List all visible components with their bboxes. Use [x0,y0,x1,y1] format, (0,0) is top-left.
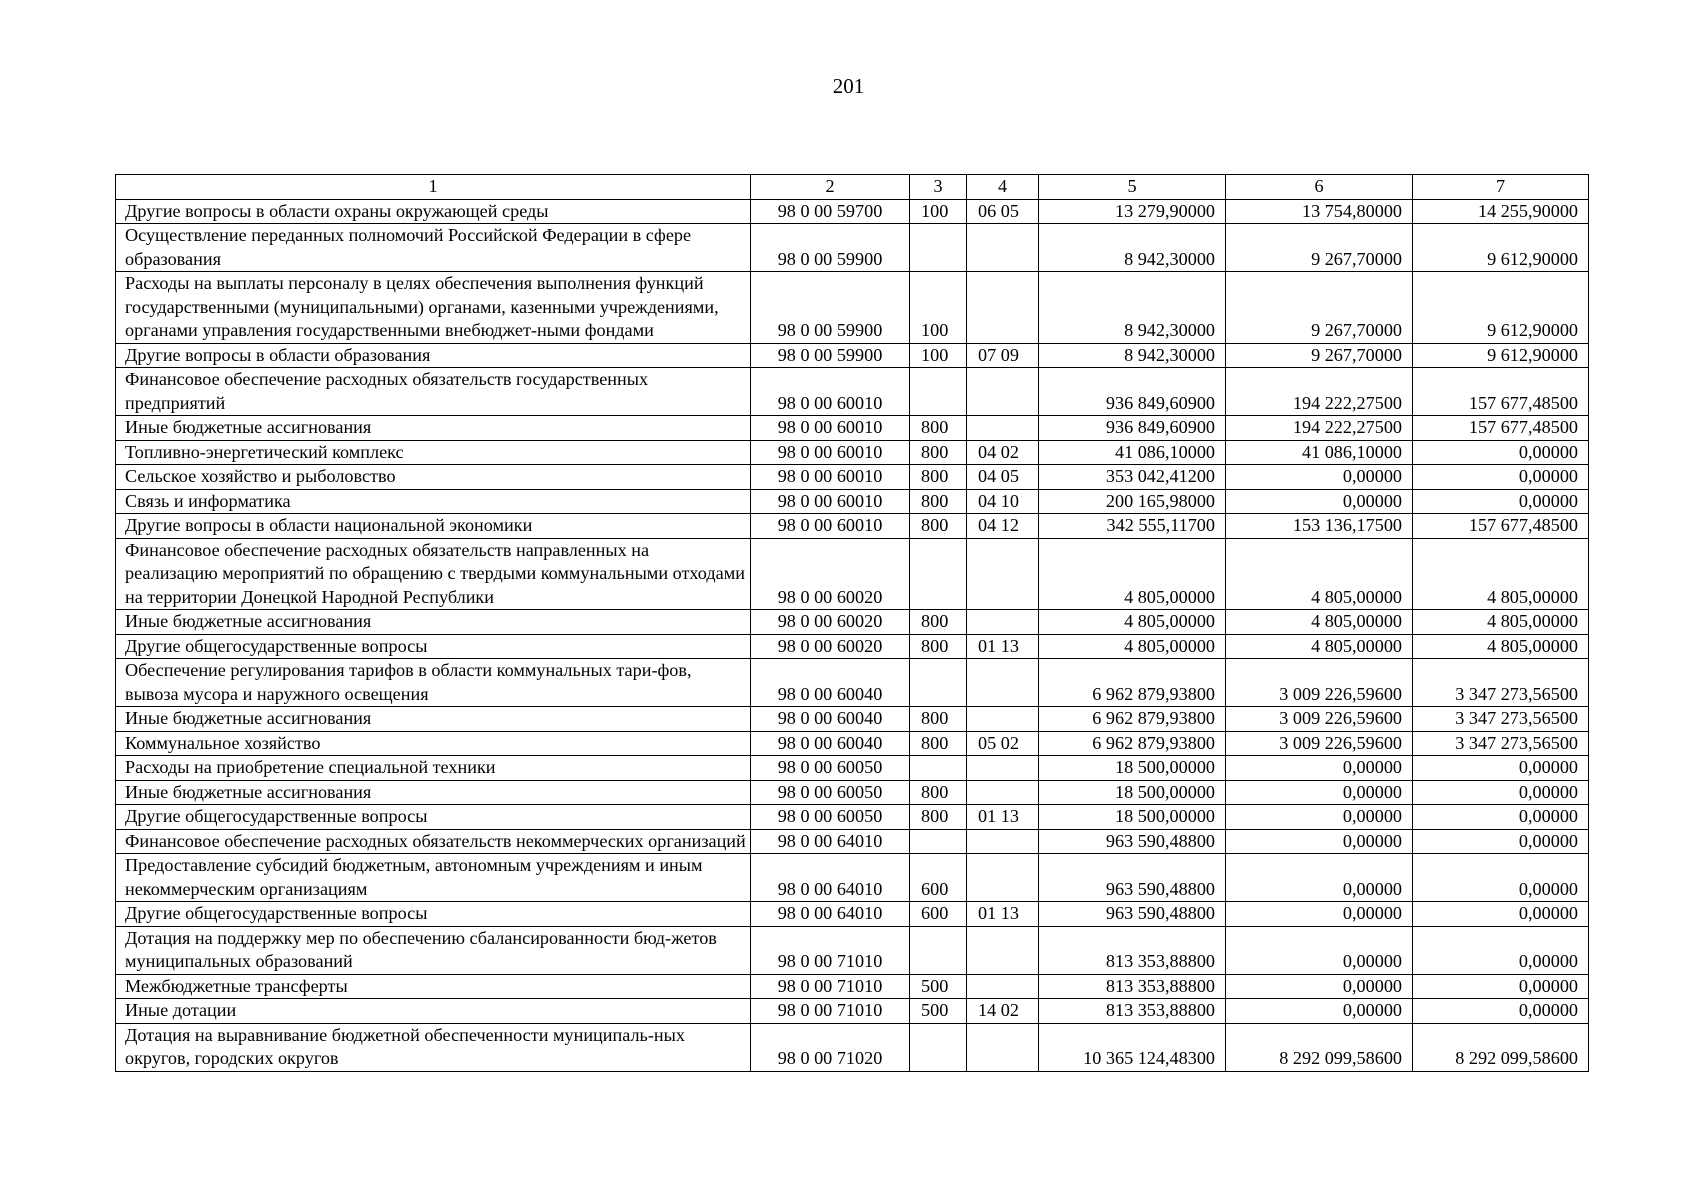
expense-name-cell: Другие вопросы в области образования [116,343,751,368]
section-code-cell [967,272,1039,344]
table-row [116,199,1589,224]
amount-col6-cell: 3 009 226,59600 [1226,731,1413,756]
target-code-cell: 98 0 00 71010 [751,926,910,974]
table-row [116,538,1589,610]
expense-kind-cell: 500 [910,974,967,999]
amount-col5-cell: 13 279,90000 [1039,199,1226,224]
amount-col5-cell: 963 590,48800 [1039,854,1226,902]
table-row [116,731,1589,756]
expense-kind-cell: 800 [910,465,967,490]
expense-kind-cell: 100 [910,343,967,368]
section-code-cell [967,829,1039,854]
target-code-cell: 98 0 00 64010 [751,902,910,927]
expense-kind-cell: 800 [910,780,967,805]
amount-col7-cell: 0,00000 [1413,926,1589,974]
target-code-cell: 98 0 00 59900 [751,224,910,272]
amount-col6-cell: 0,00000 [1226,756,1413,781]
amount-col6-cell: 0,00000 [1226,780,1413,805]
target-code-cell: 98 0 00 60020 [751,634,910,659]
expense-name-cell: Расходы на выплаты персоналу в целях обеспечения выполнения функций государственными (муниципальными) органами, казенными учреждениями, органами управления государственными внебюджет-ными фондами [116,272,751,344]
amount-col5-cell: 342 555,11700 [1039,514,1226,539]
table-row [116,707,1589,732]
amount-col7-cell: 0,00000 [1413,999,1589,1024]
table-row [116,659,1589,707]
table-row [116,610,1589,635]
table-row [116,902,1589,927]
expense-name-cell: Финансовое обеспечение расходных обязательств государственных предприятий [116,368,751,416]
target-code-cell: 98 0 00 71010 [751,974,910,999]
section-code-cell [967,1023,1039,1071]
expense-kind-cell: 800 [910,707,967,732]
target-code-cell: 98 0 00 60010 [751,489,910,514]
amount-col6-cell: 0,00000 [1226,805,1413,830]
section-code-cell: 04 02 [967,440,1039,465]
column-header: 4 [967,175,1039,200]
budget-table [115,174,1589,1072]
section-code-cell [967,368,1039,416]
amount-col6-cell: 0,00000 [1226,465,1413,490]
amount-col5-cell: 6 962 879,93800 [1039,731,1226,756]
amount-col5-cell: 4 805,00000 [1039,610,1226,635]
expense-kind-cell: 800 [910,416,967,441]
amount-col6-cell: 9 267,70000 [1226,224,1413,272]
target-code-cell: 98 0 00 60020 [751,610,910,635]
amount-col7-cell: 157 677,48500 [1413,514,1589,539]
amount-col5-cell: 18 500,00000 [1039,756,1226,781]
amount-col5-cell: 41 086,10000 [1039,440,1226,465]
expense-kind-cell [910,829,967,854]
amount-col6-cell: 194 222,27500 [1226,368,1413,416]
column-header: 2 [751,175,910,200]
expense-kind-cell: 800 [910,634,967,659]
amount-col5-cell: 6 962 879,93800 [1039,707,1226,732]
expense-kind-cell: 600 [910,902,967,927]
amount-col6-cell: 3 009 226,59600 [1226,707,1413,732]
amount-col6-cell: 41 086,10000 [1226,440,1413,465]
table-row [116,368,1589,416]
table-row [116,224,1589,272]
table-body [116,199,1589,1071]
expense-kind-cell [910,368,967,416]
amount-col7-cell: 0,00000 [1413,489,1589,514]
amount-col5-cell: 18 500,00000 [1039,780,1226,805]
expense-name-cell: Дотация на выравнивание бюджетной обеспеченности муниципаль-ных округов, городских округов [116,1023,751,1071]
section-code-cell [967,610,1039,635]
target-code-cell: 98 0 00 71020 [751,1023,910,1071]
expense-name-cell: Предоставление субсидий бюджетным, автономным учреждениям и иным некоммерческим организациям [116,854,751,902]
amount-col5-cell: 8 942,30000 [1039,224,1226,272]
section-code-cell [967,756,1039,781]
expense-name-cell: Дотация на поддержку мер по обеспечению сбалансированности бюд-жетов муниципальных образований [116,926,751,974]
amount-col5-cell: 353 042,41200 [1039,465,1226,490]
section-code-cell [967,974,1039,999]
amount-col7-cell: 9 612,90000 [1413,272,1589,344]
amount-col5-cell: 813 353,88800 [1039,974,1226,999]
target-code-cell: 98 0 00 60010 [751,440,910,465]
amount-col6-cell: 0,00000 [1226,854,1413,902]
table-row [116,634,1589,659]
amount-col7-cell: 3 347 273,56500 [1413,659,1589,707]
expense-kind-cell: 100 [910,272,967,344]
amount-col5-cell: 200 165,98000 [1039,489,1226,514]
amount-col7-cell: 157 677,48500 [1413,368,1589,416]
section-code-cell: 01 13 [967,902,1039,927]
amount-col7-cell: 3 347 273,56500 [1413,731,1589,756]
amount-col7-cell: 0,00000 [1413,829,1589,854]
table-row [116,465,1589,490]
target-code-cell: 98 0 00 60010 [751,416,910,441]
amount-col7-cell: 8 292 099,58600 [1413,1023,1589,1071]
amount-col7-cell: 4 805,00000 [1413,538,1589,610]
target-code-cell: 98 0 00 71010 [751,999,910,1024]
table-row [116,1023,1589,1071]
amount-col6-cell: 13 754,80000 [1226,199,1413,224]
amount-col5-cell: 6 962 879,93800 [1039,659,1226,707]
section-code-cell [967,780,1039,805]
expense-kind-cell: 800 [910,610,967,635]
expense-name-cell: Межбюджетные трансферты [116,974,751,999]
section-code-cell: 01 13 [967,634,1039,659]
amount-col7-cell: 0,00000 [1413,756,1589,781]
amount-col6-cell: 0,00000 [1226,902,1413,927]
expense-name-cell: Финансовое обеспечение расходных обязательств некоммерческих организаций [116,829,751,854]
expense-name-cell: Иные бюджетные ассигнования [116,780,751,805]
expense-name-cell: Обеспечение регулирования тарифов в области коммунальных тари-фов, вывоза мусора и наружного освещения [116,659,751,707]
table-row [116,489,1589,514]
target-code-cell: 98 0 00 59900 [751,272,910,344]
amount-col7-cell: 3 347 273,56500 [1413,707,1589,732]
table-row [116,343,1589,368]
section-code-cell: 04 10 [967,489,1039,514]
amount-col5-cell: 4 805,00000 [1039,634,1226,659]
amount-col7-cell: 4 805,00000 [1413,610,1589,635]
table-row [116,999,1589,1024]
expense-name-cell: Финансовое обеспечение расходных обязательств направленных на реализацию мероприятий по обращению с твердыми коммунальными отходами на территории Донецкой Народной Республики [116,538,751,610]
target-code-cell: 98 0 00 60040 [751,659,910,707]
section-code-cell: 14 02 [967,999,1039,1024]
amount-col6-cell: 0,00000 [1226,999,1413,1024]
expense-kind-cell: 800 [910,731,967,756]
amount-col5-cell: 8 942,30000 [1039,272,1226,344]
table-row [116,926,1589,974]
expense-name-cell: Другие общегосударственные вопросы [116,634,751,659]
amount-col6-cell: 4 805,00000 [1226,538,1413,610]
expense-name-cell: Топливно-энергетический комплекс [116,440,751,465]
expense-kind-cell: 800 [910,440,967,465]
expense-name-cell: Другие общегосударственные вопросы [116,805,751,830]
amount-col5-cell: 18 500,00000 [1039,805,1226,830]
amount-col6-cell: 4 805,00000 [1226,634,1413,659]
section-code-cell [967,659,1039,707]
target-code-cell: 98 0 00 64010 [751,854,910,902]
amount-col6-cell: 8 292 099,58600 [1226,1023,1413,1071]
expense-name-cell: Другие вопросы в области национальной экономики [116,514,751,539]
amount-col7-cell: 0,00000 [1413,805,1589,830]
table-row [116,756,1589,781]
amount-col7-cell: 0,00000 [1413,780,1589,805]
amount-col6-cell: 4 805,00000 [1226,610,1413,635]
target-code-cell: 98 0 00 60020 [751,538,910,610]
section-code-cell: 04 12 [967,514,1039,539]
expense-name-cell: Иные бюджетные ассигнования [116,707,751,732]
amount-col7-cell: 14 255,90000 [1413,199,1589,224]
table-row [116,416,1589,441]
table-row [116,780,1589,805]
expense-name-cell: Другие общегосударственные вопросы [116,902,751,927]
table-row [116,854,1589,902]
amount-col6-cell: 153 136,17500 [1226,514,1413,539]
target-code-cell: 98 0 00 60040 [751,707,910,732]
target-code-cell: 98 0 00 60040 [751,731,910,756]
expense-kind-cell: 800 [910,489,967,514]
section-code-cell [967,854,1039,902]
amount-col5-cell: 10 365 124,48300 [1039,1023,1226,1071]
section-code-cell: 04 05 [967,465,1039,490]
column-header: 3 [910,175,967,200]
column-header: 7 [1413,175,1589,200]
expense-name-cell: Осуществление переданных полномочий Российской Федерации в сфере образования [116,224,751,272]
amount-col6-cell: 0,00000 [1226,926,1413,974]
expense-kind-cell [910,538,967,610]
column-number-row [116,175,1589,200]
expense-kind-cell [910,224,967,272]
amount-col6-cell: 0,00000 [1226,974,1413,999]
section-code-cell [967,416,1039,441]
amount-col5-cell: 813 353,88800 [1039,926,1226,974]
amount-col7-cell: 9 612,90000 [1413,224,1589,272]
amount-col5-cell: 963 590,48800 [1039,829,1226,854]
amount-col7-cell: 157 677,48500 [1413,416,1589,441]
expense-kind-cell [910,926,967,974]
amount-col7-cell: 9 612,90000 [1413,343,1589,368]
expense-name-cell: Расходы на приобретение специальной техники [116,756,751,781]
expense-kind-cell: 800 [910,514,967,539]
column-header: 5 [1039,175,1226,200]
column-header: 1 [116,175,751,200]
table-row [116,829,1589,854]
section-code-cell: 06 05 [967,199,1039,224]
expense-name-cell: Иные бюджетные ассигнования [116,610,751,635]
expense-kind-cell: 100 [910,199,967,224]
amount-col5-cell: 936 849,60900 [1039,416,1226,441]
amount-col5-cell: 8 942,30000 [1039,343,1226,368]
target-code-cell: 98 0 00 60010 [751,465,910,490]
amount-col7-cell: 0,00000 [1413,974,1589,999]
expense-name-cell: Иные бюджетные ассигнования [116,416,751,441]
expense-kind-cell [910,756,967,781]
expense-kind-cell: 500 [910,999,967,1024]
section-code-cell: 07 09 [967,343,1039,368]
expense-kind-cell [910,659,967,707]
table-row [116,974,1589,999]
expense-name-cell: Другие вопросы в области охраны окружающей среды [116,199,751,224]
amount-col5-cell: 813 353,88800 [1039,999,1226,1024]
expense-kind-cell: 600 [910,854,967,902]
expense-name-cell: Коммунальное хозяйство [116,731,751,756]
table-row [116,440,1589,465]
page-number: 201 [832,74,865,98]
amount-col6-cell: 0,00000 [1226,829,1413,854]
target-code-cell: 98 0 00 59900 [751,343,910,368]
amount-col5-cell: 936 849,60900 [1039,368,1226,416]
section-code-cell [967,707,1039,732]
expense-name-cell: Сельское хозяйство и рыболовство [116,465,751,490]
table-row [116,272,1589,344]
expense-kind-cell: 800 [910,805,967,830]
column-header: 6 [1226,175,1413,200]
target-code-cell: 98 0 00 60050 [751,756,910,781]
expense-name-cell: Иные дотации [116,999,751,1024]
section-code-cell: 05 02 [967,731,1039,756]
expense-name-cell: Связь и информатика [116,489,751,514]
amount-col6-cell: 194 222,27500 [1226,416,1413,441]
table-row [116,805,1589,830]
amount-col7-cell: 0,00000 [1413,854,1589,902]
target-code-cell: 98 0 00 60050 [751,805,910,830]
amount-col6-cell: 9 267,70000 [1226,272,1413,344]
amount-col7-cell: 0,00000 [1413,440,1589,465]
section-code-cell [967,538,1039,610]
section-code-cell: 01 13 [967,805,1039,830]
amount-col5-cell: 4 805,00000 [1039,538,1226,610]
section-code-cell [967,926,1039,974]
amount-col6-cell: 9 267,70000 [1226,343,1413,368]
table-row [116,514,1589,539]
target-code-cell: 98 0 00 60050 [751,780,910,805]
amount-col6-cell: 3 009 226,59600 [1226,659,1413,707]
amount-col7-cell: 4 805,00000 [1413,634,1589,659]
target-code-cell: 98 0 00 60010 [751,514,910,539]
amount-col7-cell: 0,00000 [1413,465,1589,490]
target-code-cell: 98 0 00 60010 [751,368,910,416]
amount-col5-cell: 963 590,48800 [1039,902,1226,927]
amount-col7-cell: 0,00000 [1413,902,1589,927]
amount-col6-cell: 0,00000 [1226,489,1413,514]
target-code-cell: 98 0 00 64010 [751,829,910,854]
section-code-cell [967,224,1039,272]
expense-kind-cell [910,1023,967,1071]
target-code-cell: 98 0 00 59700 [751,199,910,224]
